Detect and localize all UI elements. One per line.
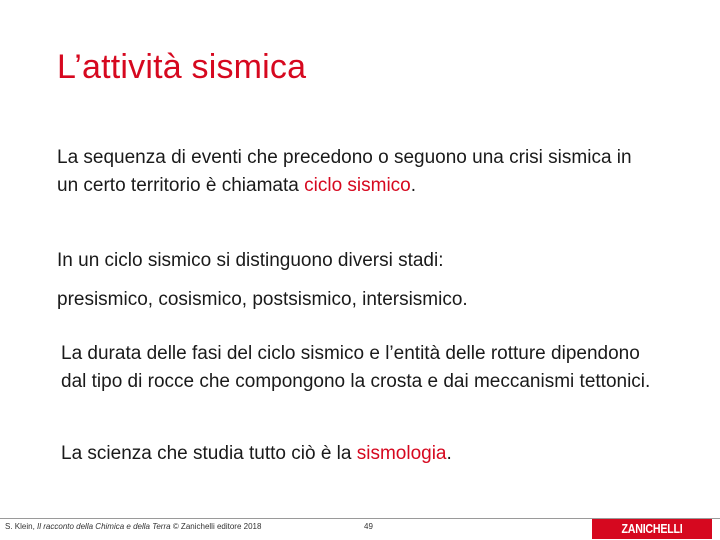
logo-text: ZANICHELLI bbox=[621, 521, 683, 536]
paragraph-stadi: In un ciclo sismico si distinguono diversi stadi: bbox=[57, 250, 444, 271]
paragraph-ciclo-sismico bbox=[57, 144, 657, 200]
publisher-logo bbox=[592, 519, 712, 539]
highlight-term: sismologia bbox=[356, 443, 447, 464]
paragraph-sismologia bbox=[61, 440, 661, 468]
page-number: 49 bbox=[364, 522, 373, 531]
paragraph-text: La scienza che studia tutto ciò è la bbox=[61, 443, 357, 464]
footer-book-title: Il racconto della Chimica e della Terra bbox=[37, 522, 171, 531]
footer-credit bbox=[5, 522, 261, 531]
highlight-term: ciclo sismico bbox=[304, 175, 411, 196]
footer-publisher: © Zanichelli editore 2018 bbox=[172, 522, 262, 531]
paragraph-end: . bbox=[410, 175, 417, 196]
footer-author: S. Klein, bbox=[5, 522, 35, 531]
paragraph-stadi-list: presismico, cosismico, postsismico, intersismico. bbox=[57, 289, 468, 310]
slide-title: L’attività sismica bbox=[57, 48, 307, 86]
paragraph-durata: La durata delle fasi del ciclo sismico e l’entità delle rotture dipendono dal tipo di rocce che compongono la crosta e dai meccanismi tettonici. bbox=[61, 343, 651, 392]
paragraph-text: La sequenza di eventi che precedono o seguono una crisi sismica in un certo territorio è chiamata bbox=[57, 147, 632, 196]
paragraph-end: . bbox=[446, 443, 452, 464]
